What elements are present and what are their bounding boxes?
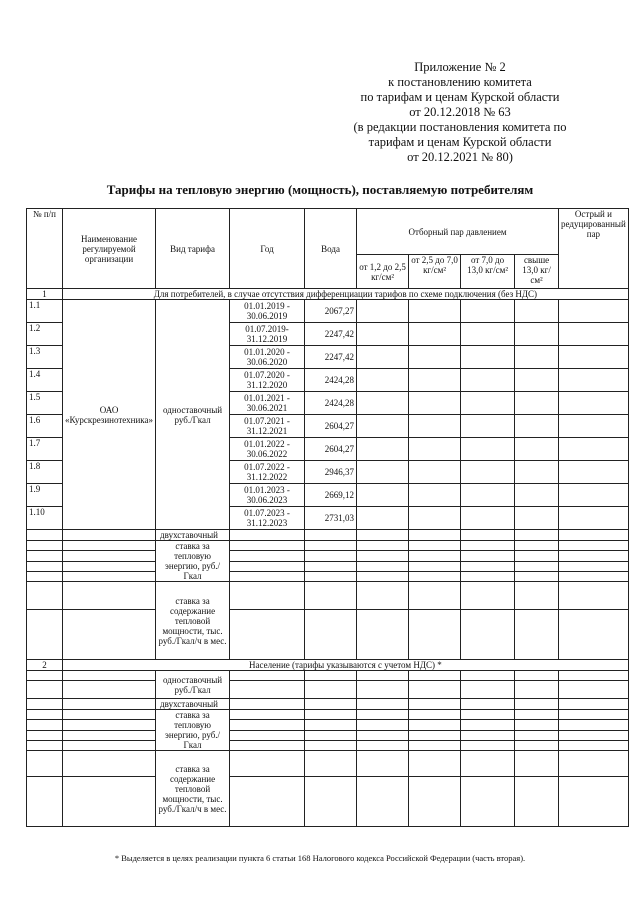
row-water-value: 2604,27 [305, 415, 357, 438]
row-num: 1.4 [27, 369, 63, 392]
row-num: 1.5 [27, 392, 63, 415]
col-water-header: Вода [305, 209, 357, 289]
row-num: 1.7 [27, 438, 63, 461]
col-p3-header: от 7,0 до 13,0 кг/см² [461, 255, 515, 289]
two-rate-label: двухставочный [156, 530, 230, 541]
section-2-num: 2 [27, 660, 63, 671]
row-period: 01.07.2020 - 31.12.2020 [230, 369, 305, 392]
section-1-title: Для потребителей, в случае отсутствия дифференциации тарифов по схеме подключения (без НДС) [63, 289, 629, 300]
header-line-2: к постановлению комитета [388, 75, 532, 89]
row-water-value: 2247,42 [305, 323, 357, 346]
header-line-3: по тарифам и ценам Курской области [360, 90, 560, 104]
row-period: 01.01.2019 - 30.06.2019 [230, 300, 305, 323]
org-name: ОАО «Курскрезинотехника» [63, 300, 156, 530]
row-num: 1.10 [27, 507, 63, 530]
row-num: 1.9 [27, 484, 63, 507]
col-kind-header: Вид тарифа [156, 209, 230, 289]
energy-rate-label: ставка за тепловую энергию, руб./Гкал [156, 541, 230, 582]
row-num: 1.8 [27, 461, 63, 484]
header-line-5: (в редакции постановления комитета по [353, 120, 567, 134]
header-line-4: от 20.12.2018 № 63 [409, 105, 511, 119]
col-p1-header: от 1,2 до 2,5 кг/см² [357, 255, 409, 289]
appendix-header [330, 60, 590, 165]
row-water-value: 2067,27 [305, 300, 357, 323]
row-num: 1.2 [27, 323, 63, 346]
one-rate-tariff: одноставочный руб./Гкал [156, 300, 230, 530]
footnote: * Выделяется в целях реализации пункта 6 статьи 168 Налогового кодекса Российской Федерации (часть вторая). [114, 853, 526, 863]
power-rate-label: ставка за содержание тепловой мощности, тыс. руб./Гкал/ч в мес. [156, 582, 230, 660]
tariff-table [26, 208, 629, 827]
section-2-title: Население (тарифы указываются с учетом НДС) * [63, 660, 629, 671]
energy-rate-row [27, 541, 629, 551]
two-rate-label-2: двухставочный [156, 699, 230, 710]
row-water-value: 2424,28 [305, 392, 357, 415]
section-1-row [27, 289, 629, 300]
power-rate-label-2: ставка за содержание тепловой мощности, тыс. руб./Гкал/ч в мес. [156, 751, 230, 827]
row-period: 01.01.2023 - 30.06.2023 [230, 484, 305, 507]
row-water-value: 2247,42 [305, 346, 357, 369]
row-period: 01.07.2022 - 31.12.2022 [230, 461, 305, 484]
col-p4-header: свыше 13,0 кг/см² [515, 255, 559, 289]
table-row [27, 300, 629, 323]
col-year-header: Год [230, 209, 305, 289]
row-water-value: 2731,03 [305, 507, 357, 530]
energy-rate-label-2: ставка за тепловую энергию, руб./Гкал [156, 710, 230, 751]
header-line-6: тарифам и ценам Курской области [368, 135, 552, 149]
power-rate-row [27, 582, 629, 610]
row-period: 01.07.2023 - 31.12.2023 [230, 507, 305, 530]
col-steam-header: Отборный пар давлением [357, 209, 559, 255]
section-2-row [27, 660, 629, 671]
header-line-7: от 20.12.2021 № 80) [407, 150, 513, 164]
row-num: 1.1 [27, 300, 63, 323]
row-water-value: 2424,28 [305, 369, 357, 392]
row-water-value: 2946,37 [305, 461, 357, 484]
row-period: 01.01.2022 - 30.06.2022 [230, 438, 305, 461]
row-period: 01.01.2021 - 30.06.2021 [230, 392, 305, 415]
row-period: 01.07.2019- 31.12.2019 [230, 323, 305, 346]
two-rate-row [27, 530, 629, 541]
col-org-header: Наименование регулируемой организации [63, 209, 156, 289]
row-water-value: 2669,12 [305, 484, 357, 507]
col-hot-steam-header: Острый и редуцированный пар [559, 209, 629, 289]
col-p2-header: от 2,5 до 7,0 кг/см² [409, 255, 461, 289]
row-water-value: 2604,27 [305, 438, 357, 461]
row-num: 1.6 [27, 415, 63, 438]
row-period: 01.07.2021 - 31.12.2021 [230, 415, 305, 438]
document-title: Тарифы на тепловую энергию (мощность), поставляемую потребителям [106, 182, 534, 197]
section-1-num: 1 [27, 289, 63, 300]
row-period: 01.01.2020 - 30.06.2020 [230, 346, 305, 369]
two-rate-row-2 [27, 699, 629, 710]
col-num-header: № п/п [27, 209, 63, 289]
row-num: 1.3 [27, 346, 63, 369]
one-rate-tariff-2: одноставочный руб./Гкал [156, 671, 230, 699]
header-row [27, 209, 629, 255]
header-line-1: Приложение № 2 [414, 60, 506, 74]
